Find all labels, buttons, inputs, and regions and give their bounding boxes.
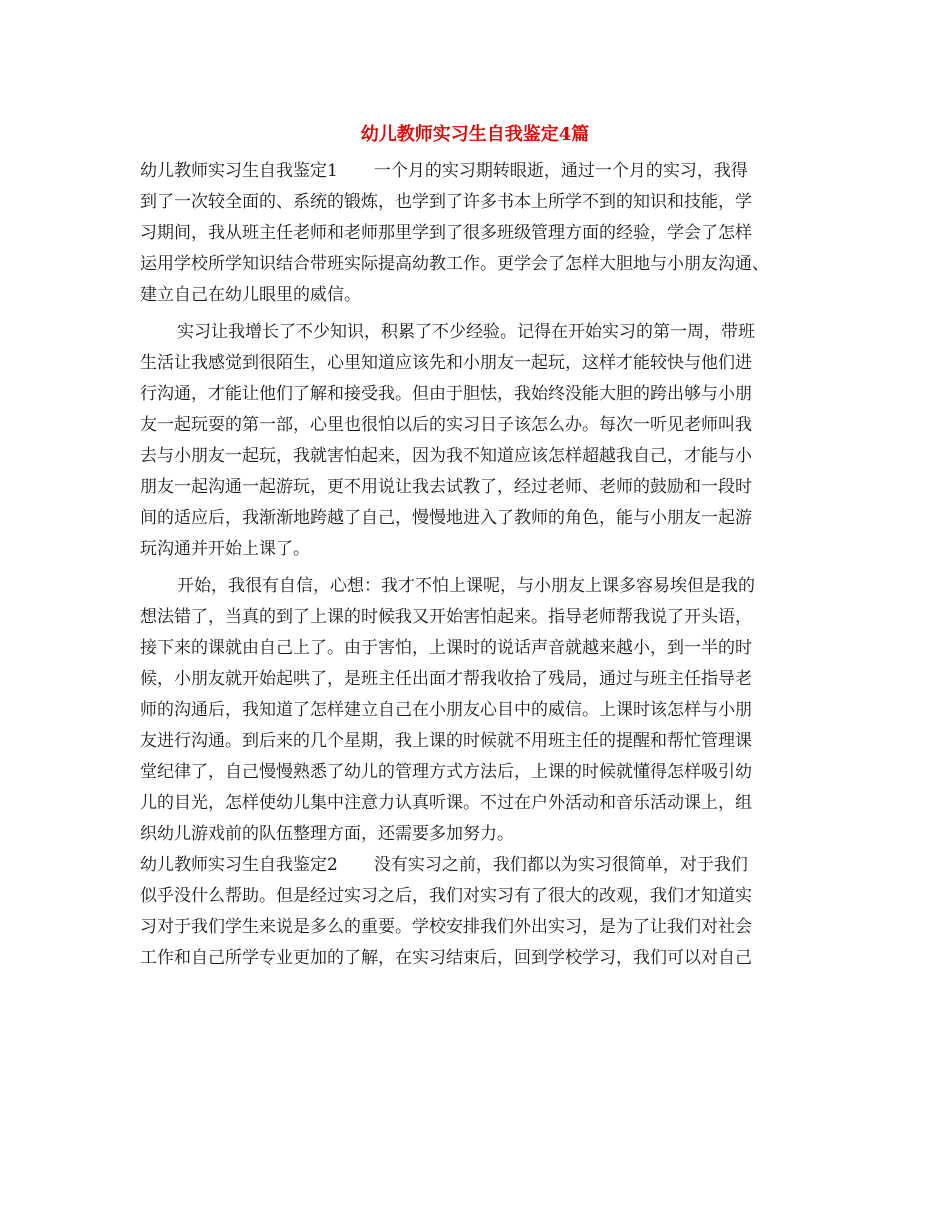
text-line: 运用学校所学知识结合带班实际提高幼教工作。更学会了怎样大胆地与小朋友沟通、 bbox=[140, 254, 769, 274]
text-line: 行沟通，才能让他们了解和接受我。但由于胆怯，我始终没能大胆的跨出够与小朋 bbox=[140, 384, 752, 404]
text-line: 织幼儿游戏前的队伍整理方面，还需要多加努力。 bbox=[140, 824, 514, 844]
document-body bbox=[140, 150, 820, 974]
section-heading: 幼儿教师实习生自我鉴定1 bbox=[140, 161, 338, 181]
paragraph-2 bbox=[140, 317, 820, 565]
text-line: 朋友一起沟通一起游玩，更不用说让我去试教了，经过老师、老师的鼓励和一段时 bbox=[140, 477, 752, 497]
text-line bbox=[140, 156, 820, 187]
text-line bbox=[140, 850, 820, 881]
text-line: 接下来的课就由自己上了。由于害怕，上课时的说话声音就越来越小，到一半的时 bbox=[140, 638, 752, 658]
text-line: 间的适应后，我渐渐地跨越了自己，慢慢地进入了教师的角色，能与小朋友一起游 bbox=[140, 508, 752, 528]
text-line: 似乎没什么帮助。但是经过实习之后，我们对实习有了很大的改观，我们才知道实 bbox=[140, 886, 752, 906]
section-1 bbox=[140, 156, 820, 311]
text-line: 想法错了，当真的到了上课的时候我又开始害怕起来。指导老师帮我说了开头语， bbox=[140, 607, 752, 627]
text-line: 师的沟通后，我知道了怎样建立自己在小朋友心目中的威信。上课时该怎样与小朋 bbox=[140, 700, 752, 720]
paragraph-text: 没有实习之前，我们都以为实习很简单，对于我们 bbox=[373, 855, 748, 875]
text-line: 友进行沟通。到后来的几个星期，我上课的时候就不用班主任的提醒和帮忙管理课 bbox=[140, 731, 752, 751]
text-line: 到了一次较全面的、系统的锻炼，也学到了许多书本上所学不到的知识和技能，学 bbox=[140, 192, 752, 212]
paragraph-text: 一个月的实习期转眼逝，通过一个月的实习，我得 bbox=[373, 161, 748, 181]
text-line: 友一起玩耍的第一部，心里也很怕以后的实习日子该怎么办。每次一听见老师叫我 bbox=[140, 415, 752, 435]
section-heading: 幼儿教师实习生自我鉴定2 bbox=[140, 855, 338, 875]
text-line: 玩沟通并开始上课了。 bbox=[140, 539, 310, 559]
document-title: 幼儿教师实习生自我鉴定4篇 bbox=[360, 124, 590, 145]
text-line: 候，小朋友就开始起哄了，是班主任出面才帮我收拾了残局，通过与班主任指导老 bbox=[140, 669, 752, 689]
text-line: 建立自己在幼儿眼里的威信。 bbox=[140, 285, 361, 305]
text-line: 实习让我增长了不少知识，积累了不少经验。记得在开始实习的第一周，带班 bbox=[177, 322, 755, 342]
paragraph-3 bbox=[140, 571, 820, 850]
section-2 bbox=[140, 850, 820, 974]
text-line: 开始，我很有自信，心想：我才不怕上课呢，与小朋友上课多容易埃但是我的 bbox=[177, 576, 755, 596]
text-line: 儿的目光，怎样使幼儿集中注意力认真听课。不过在户外活动和音乐活动课上，组 bbox=[140, 793, 752, 813]
text-line: 堂纪律了，自己慢慢熟悉了幼儿的管理方式方法后，上课的时候就懂得怎样吸引幼 bbox=[140, 762, 752, 782]
text-line: 生活让我感觉到很陌生，心里知道应该先和小朋友一起玩，这样才能较快与他们进 bbox=[140, 353, 752, 373]
text-line: 习期间，我从班主任老师和老师那里学到了很多班级管理方面的经验，学会了怎样 bbox=[140, 223, 752, 243]
text-line: 习对于我们学生来说是多么的重要。学校安排我们外出实习，是为了让我们对社会 bbox=[140, 917, 752, 937]
text-line: 去与小朋友一起玩，我就害怕起来，因为我不知道应该怎样超越我自己，才能与小 bbox=[140, 446, 752, 466]
text-line: 工作和自己所学专业更加的了解，在实习结束后，回到学校学习，我们可以对自己 bbox=[140, 948, 752, 968]
